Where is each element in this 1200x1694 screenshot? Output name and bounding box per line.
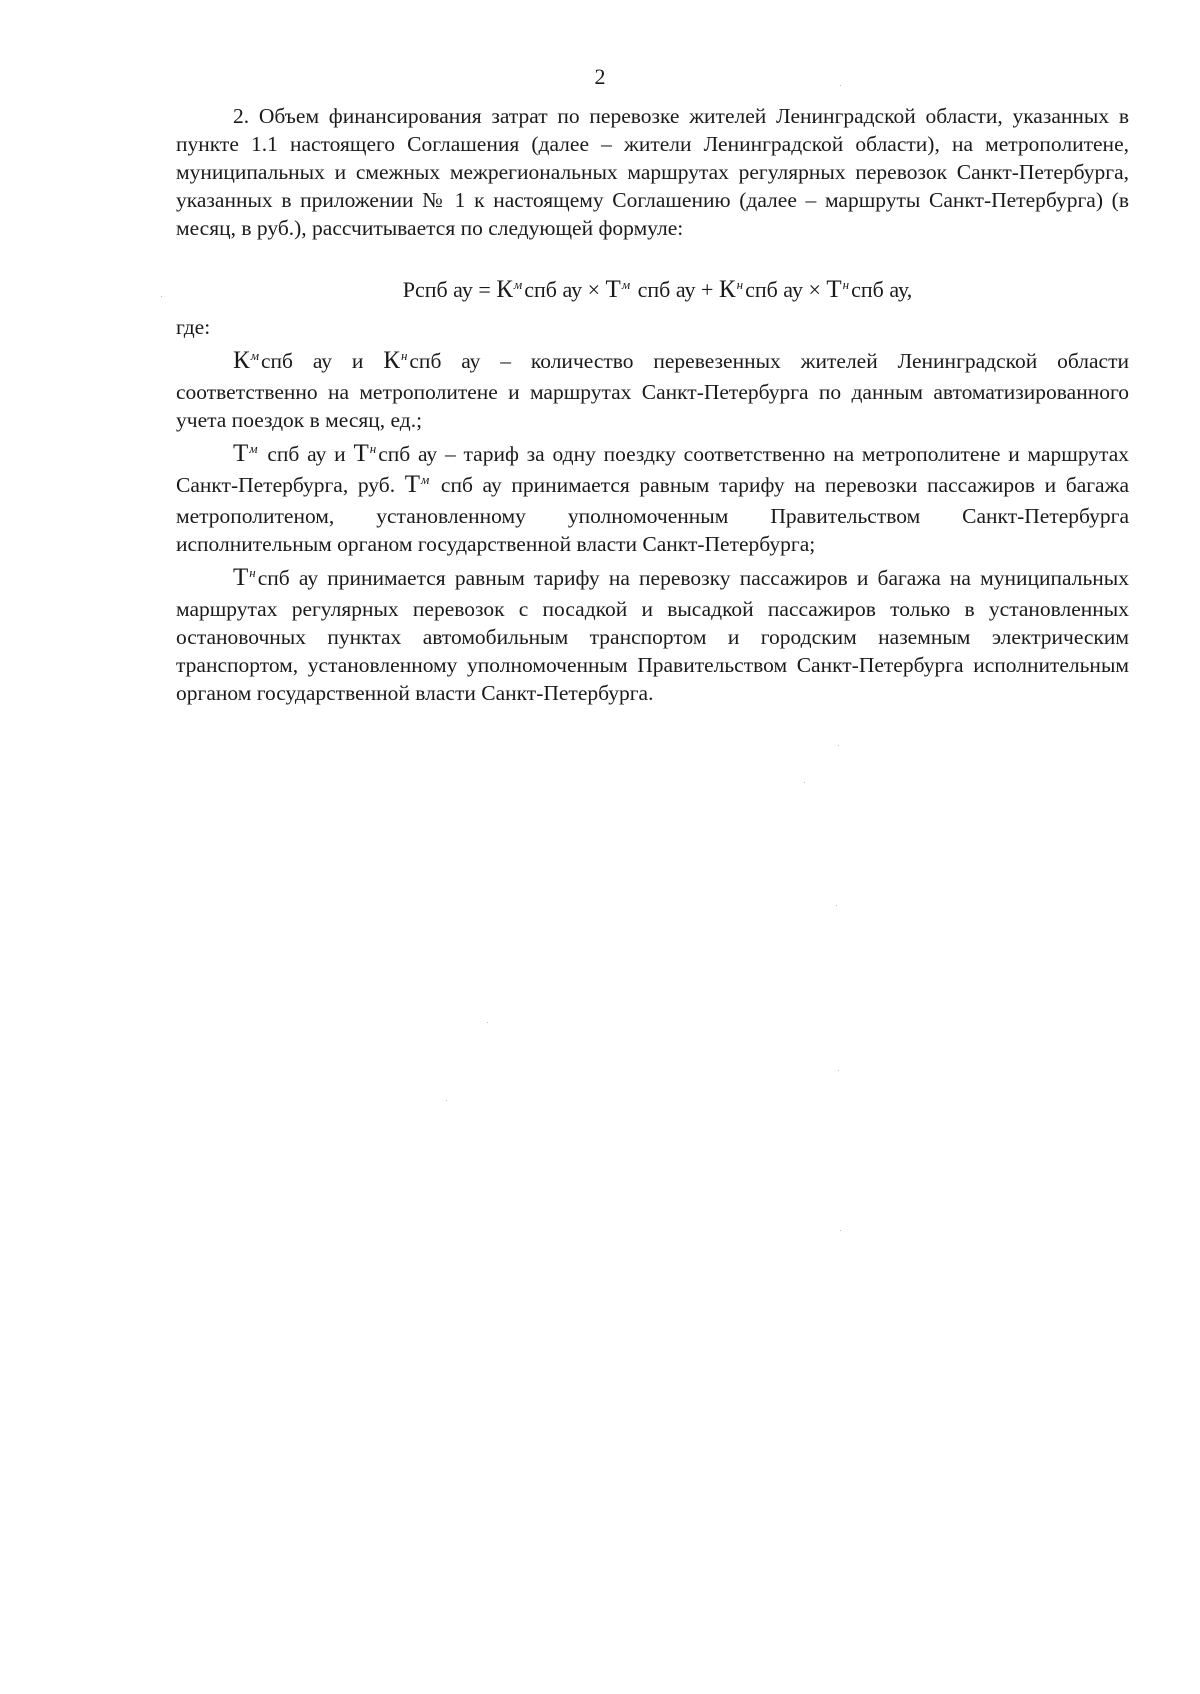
scan-speck <box>838 745 839 746</box>
document-body <box>176 102 1129 707</box>
formula-lhs: Рспб ау = <box>402 277 497 302</box>
scan-speck <box>838 1070 839 1071</box>
formula-k-metro: К <box>496 276 513 303</box>
scan-speck <box>161 296 162 297</box>
formula-t-metro: Т <box>605 276 621 303</box>
page-number: 2 <box>594 64 606 89</box>
definition-k: $К^мспб$ ау и $К^нспб$ ау – количество перевезенных жителей Ленинградской области соответственно на метрополитене и маршрутах Санкт-Петербурга по данным автоматизированного учета поездок в месяц, ед.; <box>176 347 1129 432</box>
scan-speck <box>804 782 805 783</box>
scan-speck <box>446 1100 447 1101</box>
scan-speck <box>840 85 841 86</box>
definition-t-route: $Т^нспб$ ау принимается равным тарифу на перевозку пассажиров и багажа на муниципальных маршрутах регулярных перевозок с посадкой и высадкой пассажиров только в установленных остановочных пунктах автомобильным транспортом и городским наземным электрическим транспортом, установленному уполномоченным Правительством Санкт-Петербурга исполнительным органом государственной власти Санкт-Петербурга. <box>176 564 1129 705</box>
scan-speck <box>487 1022 488 1023</box>
paragraph-financing-volume: 2. Объем финансирования затрат по перевозке жителей Ленинградской области, указанных в пункте 1.1 настоящего Соглашения (далее – жители Ленинградской области), на метрополитене, муниципальных и смежных межрегиональных маршрутах регулярных перевозок Санкт-Петербурга, указанных в приложении № 1 к настоящему Соглашению (далее – маршруты Санкт-Петербурга) (в месяц, в руб.), рассчитывается по следующей формуле: <box>176 104 1129 240</box>
where-label: где: <box>176 315 211 339</box>
scan-speck <box>840 1230 841 1231</box>
definition-t: $Т^м$ спб ау и $Т^нспб$ ау – тариф за одну поездку соответственно на метрополитене и маршрутах Санкт-Петербурга, руб. $Т^м$ спб ау принимается равным тарифу на перевозки пассажиров и багажа метрополитеном, установленному уполномоченным Правительством Санкт-Петербурга исполнительным органом государственной власти Санкт-Петербурга; <box>176 440 1129 556</box>
formula-k-route: К <box>718 276 736 303</box>
formula: Рспб ау = $К^мспб$ ау × $Т^м$ спб ау + $К^нспб$ ау × $Т^нспб$ ау, <box>402 276 913 303</box>
formula-t-route: Т <box>826 276 842 303</box>
scan-speck <box>836 905 837 906</box>
